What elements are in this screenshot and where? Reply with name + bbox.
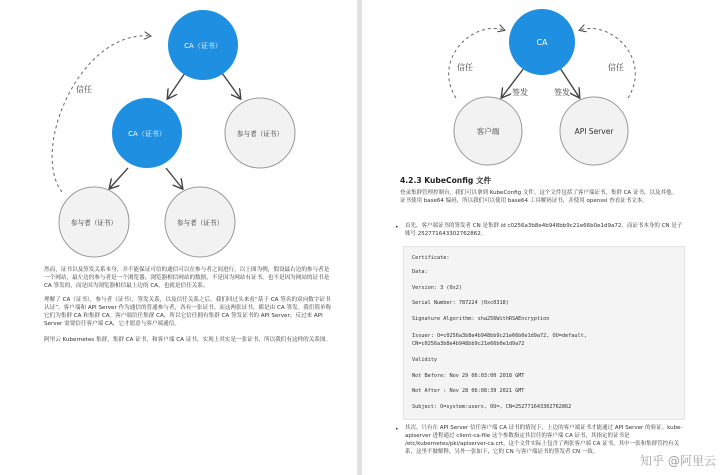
client-label: 客户端 [476, 127, 500, 136]
sign-arrow-mid-bl [110, 168, 128, 188]
sign-arrow-root-right [222, 73, 240, 98]
ca-hierarchy-diagram [0, 0, 357, 270]
participant-right-label: 参与者（证书） [236, 130, 284, 138]
code-line: Serial Number: 787224 (0xc0318) [412, 300, 509, 306]
intro-paragraph: 登录集群管理控制台，我们可以拿到 KubeConfig 文件。这个文件包括了客户端证书，集群 CA 证书，以及其他。证书使用 base64 编码，所以我们可以使用 base64 工具解码证书，并使用 openssl 查看证书文本。 [400, 190, 677, 204]
client-server-diagram [362, 0, 720, 170]
trust-label-right: 信任 [608, 63, 624, 72]
code-line: Not Before: Nov 29 06:03:00 2018 GMT [412, 373, 525, 379]
ca-mid-label: CA（证书） [128, 130, 166, 138]
sign-arrow-root-mid [168, 73, 185, 98]
bullet-marker-1: • [395, 224, 399, 231]
trust-label: 信任 [76, 85, 92, 94]
code-line: Validity [412, 357, 437, 363]
watermark: 知乎 @阿里云 [640, 454, 716, 468]
sign-label-right: 签发 [554, 88, 570, 97]
ca-label: CA [536, 38, 548, 47]
bullet-paragraph-2: 其次，只有在 API Server 信任客户端 CA 证书的情况下，上边的客户端证书才能通过 API Server 的验证。kube-apiserver 进程通过 client-ca-file 这个参数指定其信任的客户端 CA 证书，其指定的证书是 /etc/kubernetes/pki/apiserver-ca.crt。这个文件实际上包含了两张客户端 CA 证书，其中一张和集群管控有关系，这里不做解释，另外一张如下，它的 CN 与客户端证书的签发者 CN 一致。 [405, 425, 683, 455]
code-line: Subject: O=system:users, OU=, CN=252771643302762862 [412, 404, 572, 410]
server-label: API Server [574, 127, 614, 136]
left-paragraph-2: 理解了 CA（证书），参与者（证书），签发关系，以及信任关系之后，我们回过头来看“基于 CA 签名的双向数字证书认证”。客户端和 API Server 作为通信的普通参与者，各有一张证书。而这两张证书，都是由 CA 签发。我们简单称它们为集群 CA 和集群 CA。客户端信任集群 CA，所以它信任拥有集群 CA 签发证书的 API Server；反过来 API Server 需要信任客户端 CA，它才愿意与客户端通信。 [44, 297, 332, 327]
participant-bl-label: 参与者（证书） [70, 219, 118, 227]
bullet-paragraph-1: 首先，客户端证书的签发者 CN 是集群 id c0256a3b8e4b948bb9c21e66b0e1d9a72，而证书本身的 CN 是子账号 252771643302762862。 [405, 223, 683, 237]
code-line: Version: 3 (0x2) [412, 285, 462, 291]
left-paragraph-1: 然而，证书以及签发关系本身，并不能保证可信的通信可以在参与者之间进行。以上图为例，假设最右边的参与者是一个网站，最左边的参与者是一个浏览器，浏览器相信网站的数据，不是因为网站有证书，也不是因为网站的证书是 CA 签发的，而是因为浏览器相信最上边的 CA，也就是信任关系。 [44, 267, 330, 289]
ca-root-label: CA（证书） [184, 42, 222, 50]
sign-label-left: 签发 [512, 88, 528, 97]
section-heading: 4.2.3 KubeConfig 文件 [400, 176, 492, 185]
code-line: Data: [412, 269, 428, 275]
left-paragraph-3: 阿里云 Kubernetes 集群，集群 CA 证书，和客户端 CA 证书，实现上其实是一张证书，所以我们有这样的关系图。 [44, 337, 332, 343]
code-line: Not After : Nov 28 06:08:39 2021 GMT [412, 388, 525, 394]
code-line: Signature Algorithm: sha256WithRSAEncryption [412, 316, 550, 322]
code-line: Issuer: O=c0256a3b8e4b948bb9c21e66b0e1d9a72, OU=default, CN=c0256a3b8e4b948bb9c21e66b0e1d9a72 [412, 333, 587, 347]
trust-label-left: 信任 [457, 63, 473, 72]
sign-arrow-mid-br [166, 168, 182, 188]
certificate-code-block [403, 246, 685, 420]
bullet-marker-2: • [395, 426, 399, 433]
code-line: Certificate: [412, 255, 450, 261]
participant-br-label: 参与者（证书） [176, 219, 224, 227]
